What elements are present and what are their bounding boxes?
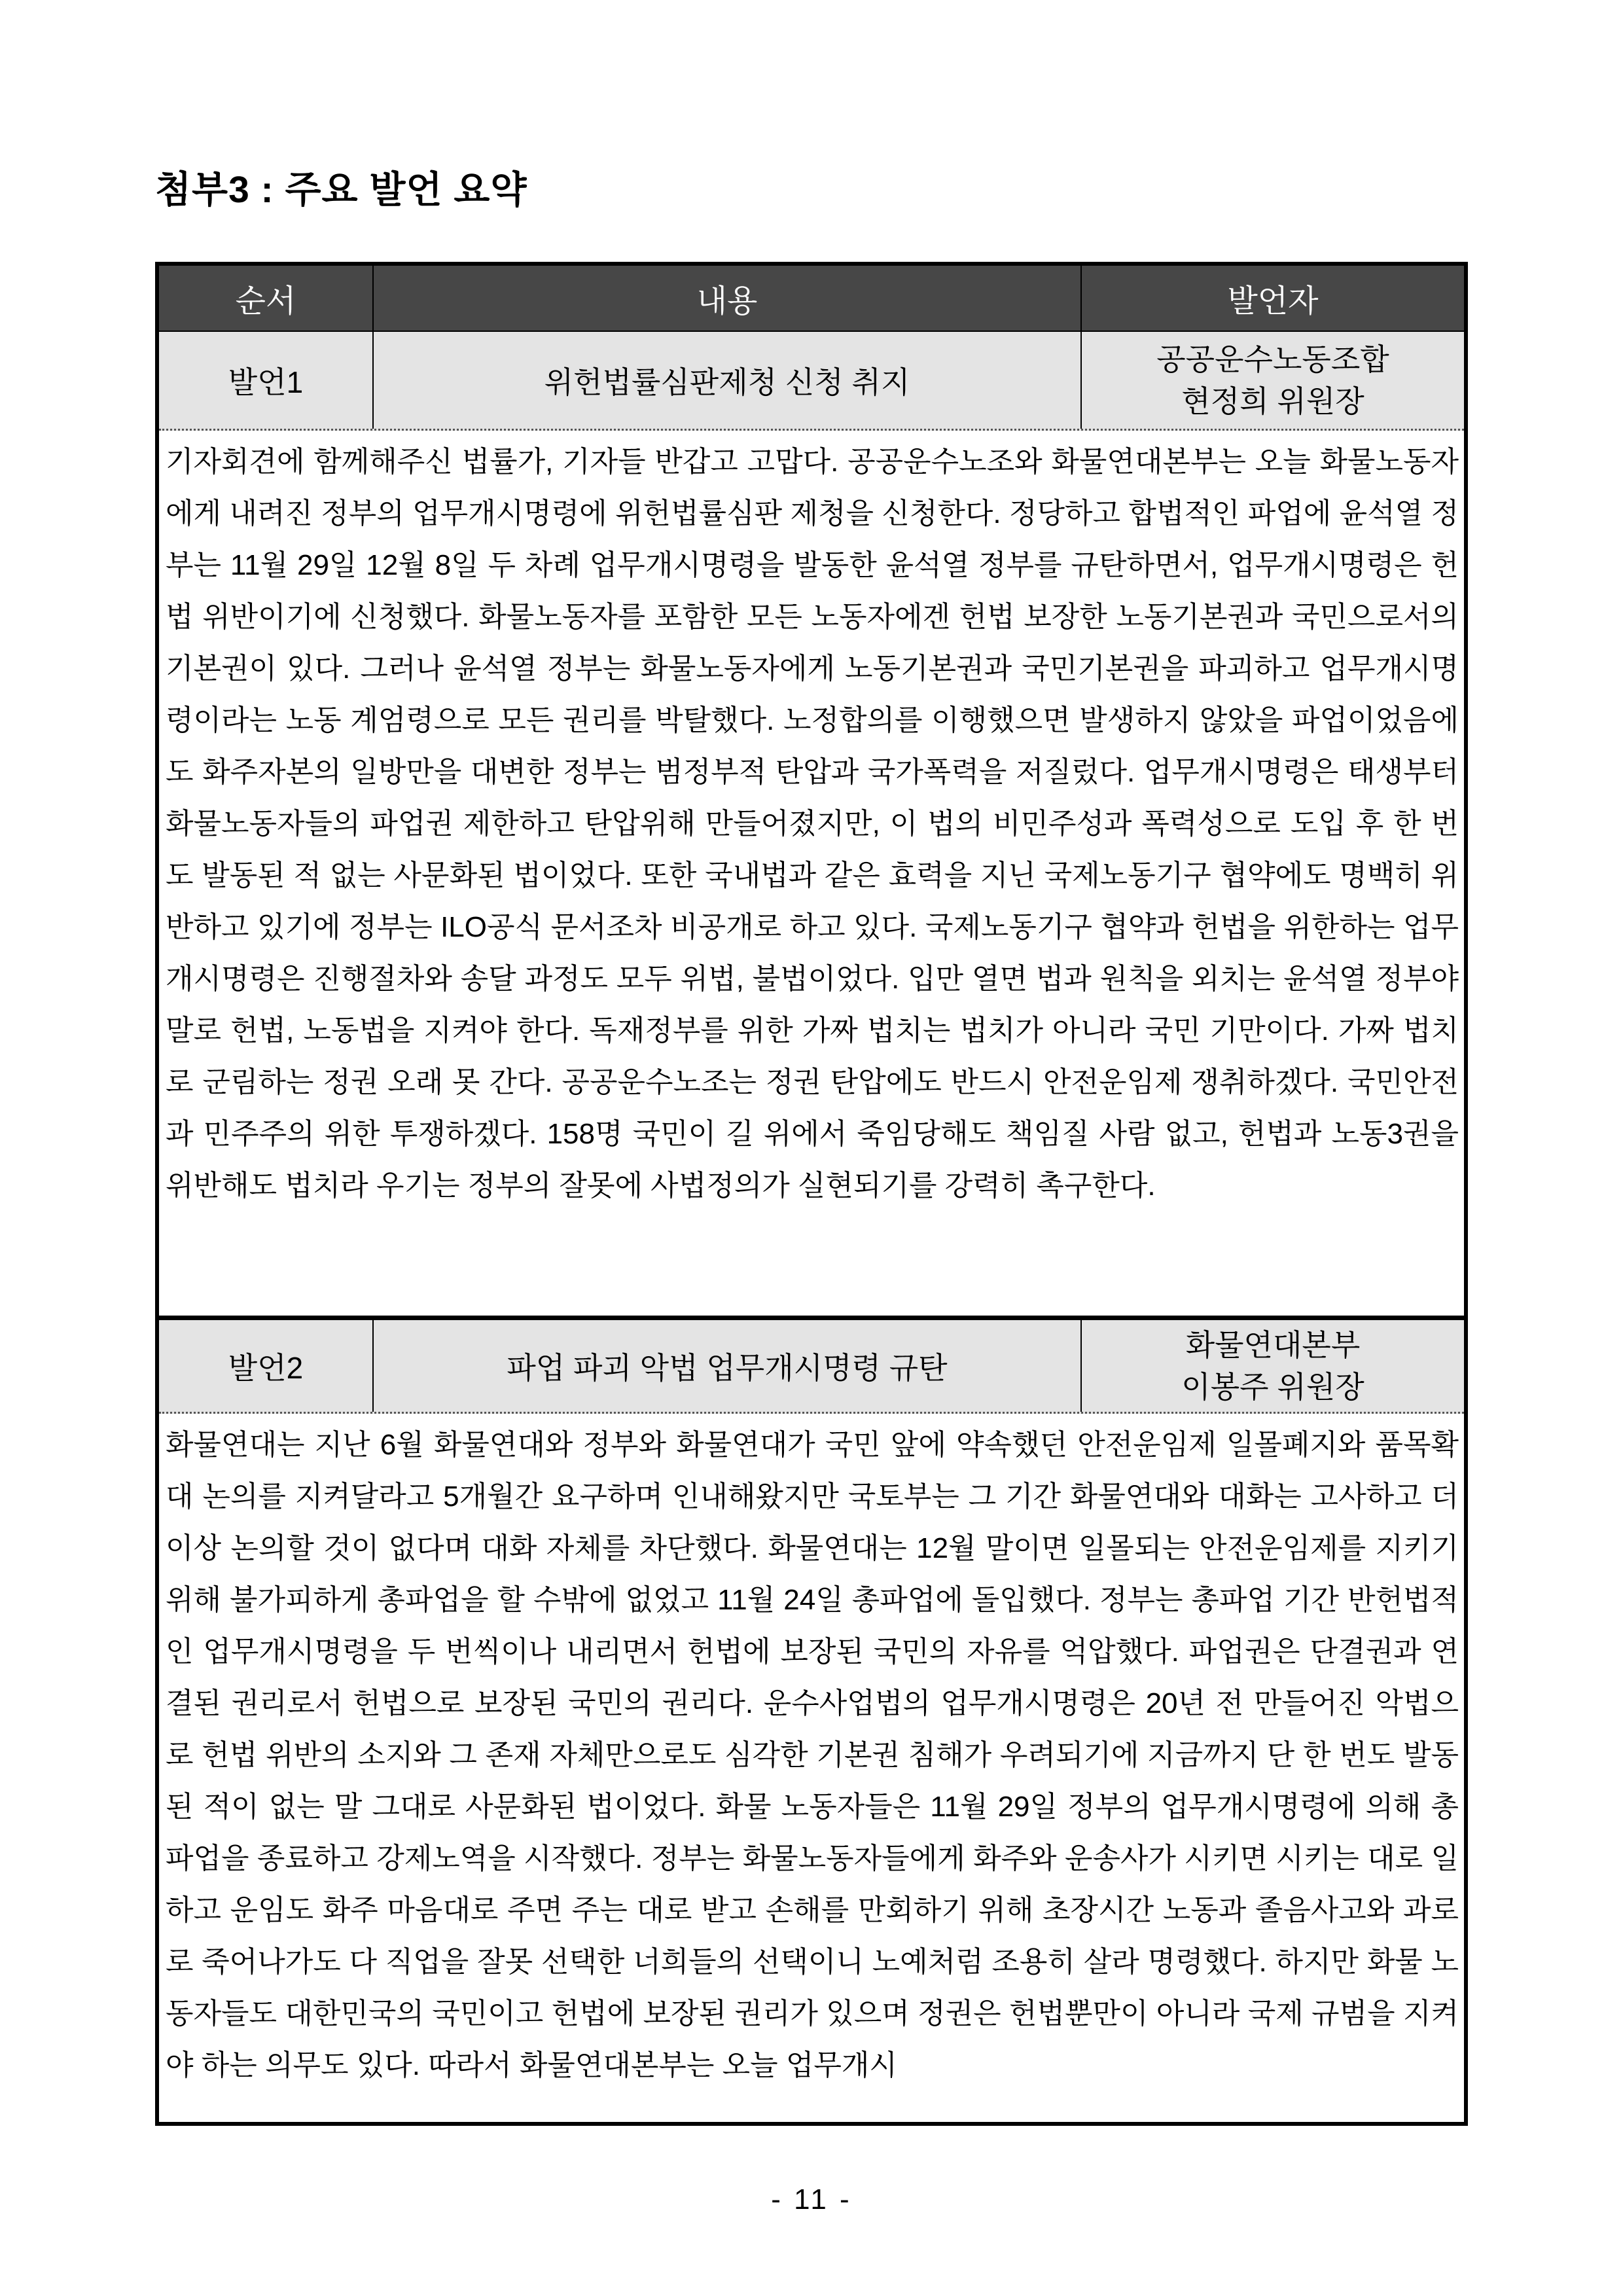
page-title: 첨부3 : 주요 발언 요약	[155, 169, 527, 211]
speech2-order: 발언2	[159, 1320, 374, 1412]
speech2-speaker-name: 이봉주 위원장	[1181, 1370, 1364, 1404]
page-number: - 11 -	[771, 2183, 852, 2215]
speech1-speaker	[1082, 332, 1464, 429]
speech1-body-text: 기자회견에 함께해주신 법률가, 기자들 반갑고 고맙다. 공공운수노조와 화물연대본부는 오늘 화물노동자에게 내려진 정부의 업무개시명령에 위헌법률심판 제청을 신청한다. 정당하고 합법적인 파업에 윤석열 정부는 11월 29일 12월 8일 두 차례 업무개시명령을 발동한 윤석열 정부를 규탄하면서, 업무개시명령은 헌법 위반이기에 신청했다. 화물노동자를 포함한 모든 노동자에겐 헌법 보장한 노동기본권과 국민으로서의 기본권이 있다. 그러나 윤석열 정부는 화물노동자에게 노동기본권과 국민기본권을 파괴하고 업무개시명령이라는 노동 계엄령으로 모든 권리를 박탈했다. 노정합의를 이행했으면 발생하지 않았을 파업이었음에도 화주자본의 일방만을 대변한 정부는 범정부적 탄압과 국가폭력을 저질렀다. 업무개시명령은 태생부터 화물노동자들의 파업권 제한하고 탄압위해 만들어졌지만, 이 법의 비민주성과 폭력성으로 도입 후 한 번도 발동된 적 없는 사문화된 법이었다. 또한 국내법과 같은 효력을 지닌 국제노동기구 협약에도 명백히 위반하고 있기에 정부는 ILO공식 문서조차 비공개로 하고 있다. 국제노동기구 협약과 헌법을 위한하는 업무개시명령은 진행절차와 송달 과정도 모두 위법, 불법이었다. 입만 열면 법과 원칙을 외치는 윤석열 정부야 말로 헌법, 노동법을 지켜야 한다. 독재정부를 위한 가짜 법치는 법치가 아니라 국민 기만이다. 가짜 법치로 군림하는 정권 오래 못 간다. 공공운수노조는 정권 탄압에도 반드시 안전운임제 쟁취하겠다. 국민안전과 민주주의 위한 투쟁하겠다. 158명 국민이 길 위에서 죽임당해도 책임질 사람 없고, 헌법과 노동3권을 위반해도 법치라 우기는 정부의 잘못에 사법정의가 실현되기를 강력히 촉구한다.	[159, 431, 1464, 1316]
header-cell-speaker: 발언자	[1227, 284, 1319, 319]
speech1-order: 발언1	[159, 332, 374, 429]
speech2-topic: 파업 파괴 악법 업무개시명령 규탄	[374, 1320, 1082, 1412]
table-row-speech2-label	[159, 1316, 1464, 1414]
speech1-speaker-name: 현정희 위원장	[1181, 384, 1364, 418]
speech2-speaker	[1082, 1320, 1464, 1412]
table-header-row	[159, 266, 1464, 331]
speech1-topic: 위헌법률심판제청 신청 취지	[374, 332, 1082, 429]
speech1-speaker-org: 공공운수노동조합	[1156, 342, 1389, 376]
header-cell-content: 내용	[374, 266, 1082, 331]
speech-summary-table	[155, 262, 1468, 2126]
header-cell-order: 순서	[159, 266, 374, 331]
speech2-body-text: 화물연대는 지난 6월 화물연대와 정부와 화물연대가 국민 앞에 약속했던 안전운임제 일몰폐지와 품목확대 논의를 지켜달라고 5개월간 요구하며 인내해왔지만 국토부는 그 기간 화물연대와 대화는 고사하고 더 이상 논의할 것이 없다며 대화 자체를 차단했다. 화물연대는 12월 말이면 일몰되는 안전운임제를 지키기 위해 불가피하게 총파업을 할 수밖에 없었고 11월 24일 총파업에 돌입했다. 정부는 총파업 기간 반헌법적인 업무개시명령을 두 번씩이나 내리면서 헌법에 보장된 국민의 자유를 억압했다. 파업권은 단결권과 연결된 권리로서 헌법으로 보장된 국민의 권리다. 운수사업법의 업무개시명령은 20년 전 만들어진 악법으로 헌법 위반의 소지와 그 존재 자체만으로도 심각한 기본권 침해가 우려되기에 지금까지 단 한 번도 발동된 적이 없는 말 그대로 사문화된 법이었다. 화물 노동자들은 11월 29일 정부의 업무개시명령에 의해 총파업을 종료하고 강제노역을 시작했다. 정부는 화물노동자들에게 화주와 운송사가 시키면 시키는 대로 일하고 운임도 화주 마음대로 주면 주는 대로 받고 손해를 만회하기 위해 초장시간 노동과 졸음사고와 과로로 죽어나가도 다 직업을 잘못 선택한 너희들의 선택이니 노예처럼 조용히 살라 명령했다. 하지만 화물 노동자들도 대한민국의 국민이고 헌법에 보장된 권리가 있으며 정권은 헌법뿐만이 아니라 국제 규범을 지켜야 하는 의무도 있다. 따라서 화물연대본부는 오늘 업무개시	[159, 1414, 1464, 2122]
table-row-speech1-label	[159, 331, 1464, 431]
speech2-speaker-org: 화물연대본부	[1185, 1328, 1361, 1362]
